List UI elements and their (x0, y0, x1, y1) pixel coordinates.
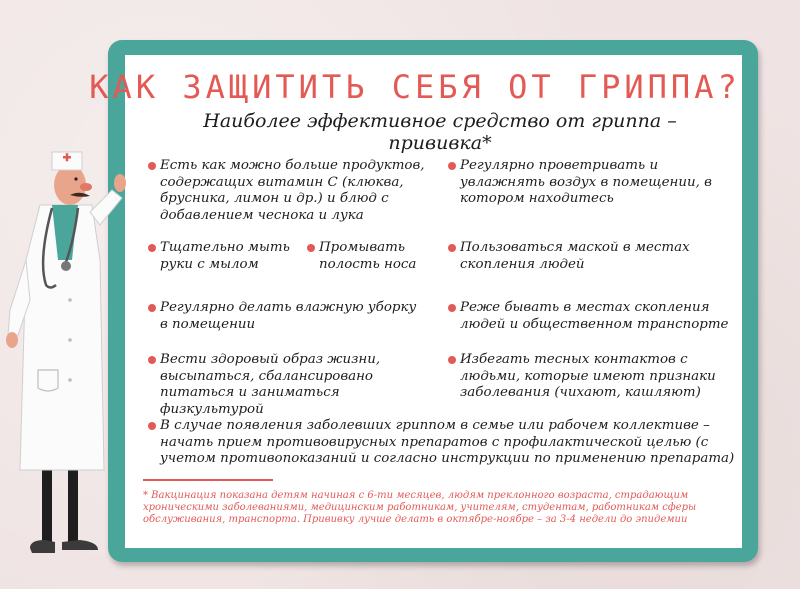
tip-vitamin-c: Есть как можно больше продуктов, содержащих витамин С (клюква, брусника, лимон и др.) и блюд с добавлением чеснока и лука (148, 158, 428, 224)
doctor-hand (114, 174, 126, 192)
tip-wash-hands: Тщательно мыть руки с мылом (148, 240, 300, 273)
tip-wet-cleaning: Регулярно делать влажную уборку в помещении (148, 300, 420, 333)
tip-ventilate: Регулярно проветривать и увлажнять воздух в помещении, в котором находитесь (448, 158, 738, 208)
tip-healthy-lifestyle: Вести здоровый образ жизни, высыпаться, сбалансировано питаться и заниматься физкультурой (148, 352, 428, 418)
footnote: * Вакцинация показана детям начиная с 6-ти месяцев, людям преклонного возраста, страдающим хроническими заболеваниями, медицинским работникам, учителям, студентам, работникам сферы обслуживания, транспорта. Прививку лучше делать в октябре-ноябре – за 3-4 недели до эпидемии (143, 490, 697, 525)
doctor-shoe-left (30, 540, 55, 553)
doctor-hand-left (6, 332, 18, 348)
doctor-leg-right (68, 465, 78, 547)
doctor-illustration (0, 150, 135, 570)
footnote-divider (143, 479, 273, 481)
tip-antiviral: В случае появления заболевших гриппом в семье или рабочем коллективе – начать прием противовирусных препаратов с профилактической целью (с учетом противопоказаний и согласно инструкции по применению препарата) (148, 418, 745, 468)
doctor-nose (80, 183, 92, 191)
doctor-leg-left (42, 465, 52, 550)
doctor-arm (90, 190, 122, 225)
tip-avoid-crowds: Реже бывать в местах скопления людей и общественном транспорте (448, 300, 750, 333)
page-title: КАК ЗАЩИТИТЬ СЕБЯ ОТ ГРИППА? (89, 68, 741, 106)
tip-wear-mask: Пользоваться маской в местах скопления людей (448, 240, 710, 273)
tip-avoid-contacts: Избегать тесных контактов с людьми, которые имеют признаки заболевания (чихают, кашляют) (448, 352, 722, 402)
doctor-shoe-right (62, 540, 98, 550)
page-subtitle: Наиболее эффективное средство от гриппа – прививка* (203, 110, 677, 154)
tip-rinse-nose: Промывать полость носа (307, 240, 429, 273)
doctor-eye (74, 177, 77, 180)
